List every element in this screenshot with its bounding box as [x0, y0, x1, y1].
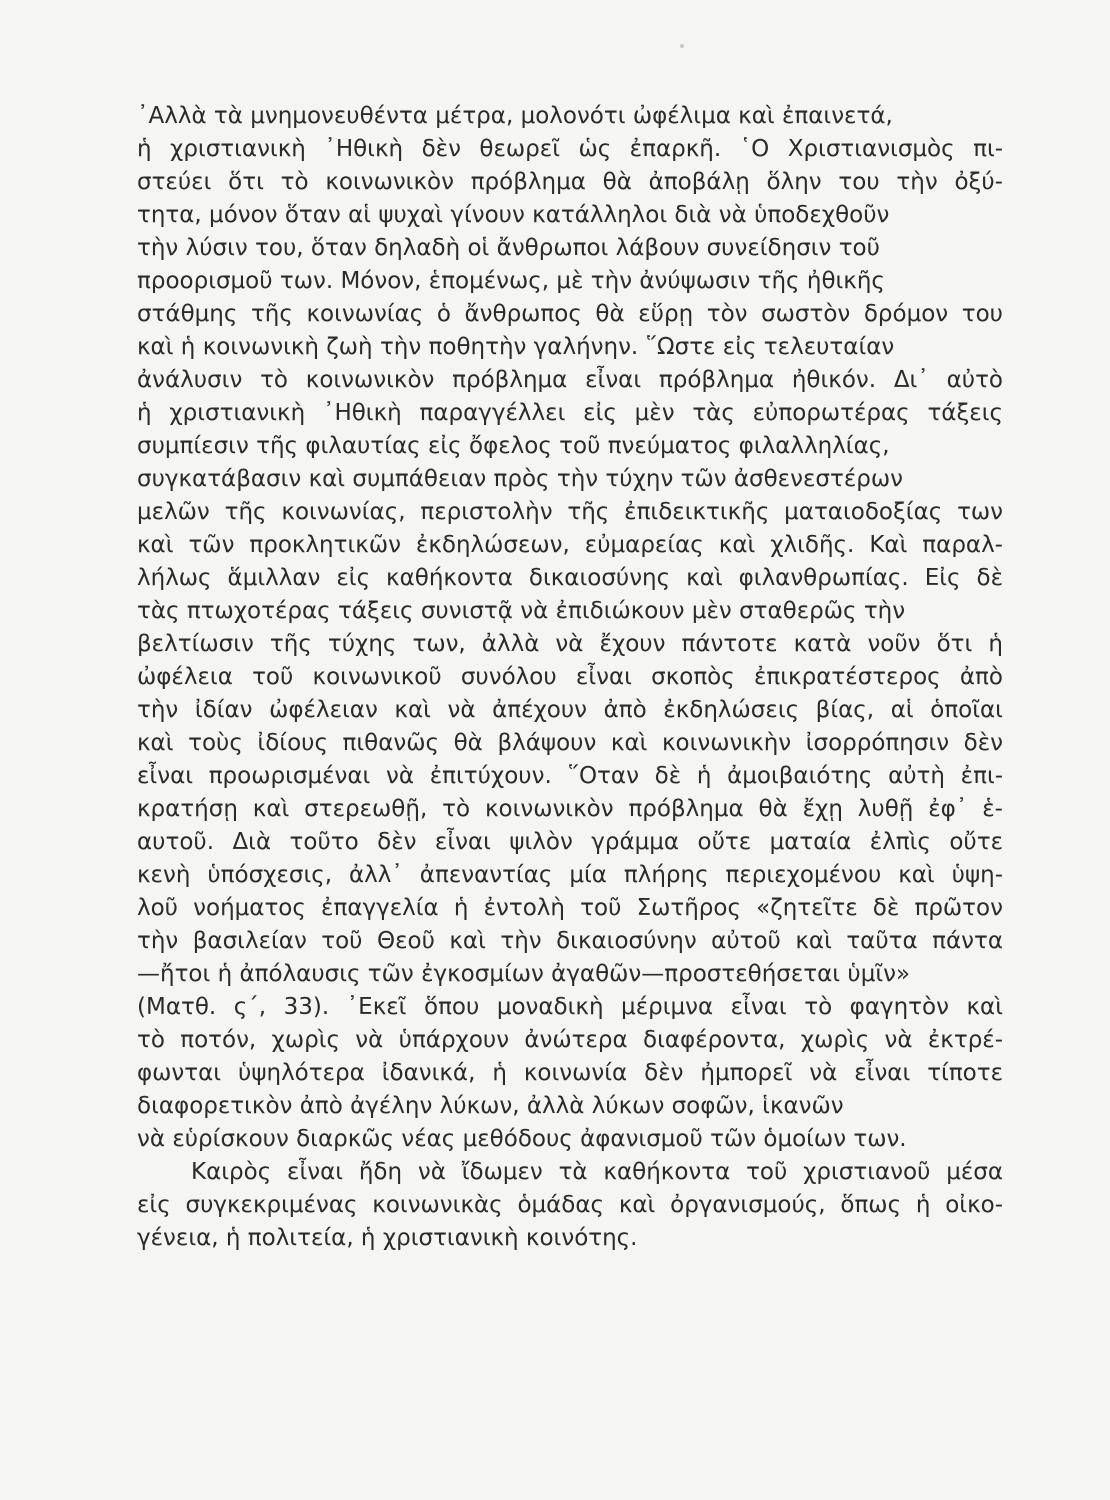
text-line: ἀνάλυσιν τὸ κοινωνικὸν πρόβλημα εἶναι πρόβλημα ἠθικόν. Δι᾿ αὐτὸ	[137, 367, 1003, 393]
text-line: κρατήσῃ καὶ στερεωθῇ, τὸ κοινωνικὸν πρόβλημα θὰ ἔχῃ λυθῇ ἐφ᾿ ἑ-	[137, 796, 1003, 822]
body-text	[137, 100, 1003, 1255]
text-line: τητα, μόνον ὅταν αἱ ψυχαὶ γίνουν κατάλληλοι διὰ νὰ ὑποδεχθοῦν	[137, 202, 890, 228]
text-line: Καιρὸς εἶναι ἤδη νὰ ἴδωμεν τὰ καθήκοντα τοῦ χριστιανοῦ μέσα	[191, 1159, 1004, 1185]
text-line: ᾿Αλλὰ τὰ μνημονευθέντα μέτρα, μολονότι ὠφέλιμα καὶ ἐπαινετά,	[137, 103, 893, 129]
text-line: τὸ ποτόν, χωρὶς νὰ ὑπάρχουν ἀνώτερα διαφέροντα, χωρὶς νὰ ἐκτρέ-	[137, 1027, 1004, 1053]
text-line: νὰ εὑρίσκουν διαρκῶς νέας μεθόδους ἀφανισμοῦ τῶν ὁμοίων των.	[137, 1126, 907, 1152]
text-line: ἡ χριστιανικὴ ᾿Ηθικὴ παραγγέλλει εἰς μὲν τὰς εὐπορωτέρας τάξεις	[137, 400, 1004, 426]
text-line: λοῦ νοήματος ἐπαγγελία ἡ ἐντολὴ τοῦ Σωτῆρος «ζητεῖτε δὲ πρῶτον	[137, 895, 1003, 921]
text-line: στεύει ὅτι τὸ κοινωνικὸν πρόβλημα θὰ ἀποβάλῃ ὅλην του τὴν ὀξύ-	[137, 169, 1003, 195]
text-line: —ἤτοι ἡ ἀπόλαυσις τῶν ἐγκοσμίων ἀγαθῶν—προστεθήσεται ὑμῖν»	[137, 961, 911, 987]
text-line: καὶ ἡ κοινωνικὴ ζωὴ τὴν ποθητὴν γαλήνην. ῞Ωστε εἰς τελευταίαν	[137, 334, 895, 360]
text-line: γένεια, ἡ πολιτεία, ἡ χριστιανικὴ κοινότης.	[137, 1225, 638, 1251]
text-line: συγκατάβασιν καὶ συμπάθειαν πρὸς τὴν τύχην τῶν ἀσθενεστέρων	[137, 466, 903, 492]
text-line: βελτίωσιν τῆς τύχης των, ἀλλὰ νὰ ἔχουν πάντοτε κατὰ νοῦν ὅτι ἡ	[137, 631, 1003, 657]
text-line: στάθμης τῆς κοινωνίας ὁ ἄνθρωπος θὰ εὕρῃ τὸν σωστὸν δρόμον του	[137, 301, 1003, 327]
page-speck	[680, 44, 684, 48]
text-line: διαφορετικὸν ἀπὸ ἀγέλην λύκων, ἀλλὰ λύκων σοφῶν, ἱκανῶν	[137, 1093, 844, 1119]
text-line: τὴν ἰδίαν ὠφέλειαν καὶ νὰ ἀπέχουν ἀπὸ ἐκδηλώσεις βίας, αἱ ὁποῖαι	[137, 697, 1003, 723]
text-line: τὴν βασιλείαν τοῦ Θεοῦ καὶ τὴν δικαιοσύνην αὐτοῦ καὶ ταῦτα πάντα	[137, 928, 1003, 954]
text-line: τὰς πτωχοτέρας τάξεις συνιστᾷ νὰ ἐπιδιώκουν μὲν σταθερῶς τὴν	[137, 598, 906, 624]
text-line: λήλως ἅμιλλαν εἰς καθήκοντα δικαιοσύνης καὶ φιλανθρωπίας. Εἰς δὲ	[137, 565, 1004, 591]
text-line: ὠφέλεια τοῦ κοινωνικοῦ συνόλου εἶναι σκοπὸς ἐπικρατέστερος ἀπὸ	[137, 664, 1003, 690]
text-line: ἡ χριστιανικὴ ᾿Ηθικὴ δὲν θεωρεῖ ὡς ἐπαρκῆ. ῾Ο Χριστιανισμὸς πι-	[137, 136, 1004, 162]
text-line: προορισμοῦ των. Μόνον, ἑπομένως, μὲ τὴν ἀνύψωσιν τῆς ἠθικῆς	[137, 268, 885, 294]
text-line: κενὴ ὑπόσχεσις, ἀλλ᾿ ἀπεναντίας μία πλήρης περιεχομένου καὶ ὑψη-	[137, 862, 1003, 888]
text-line: καὶ τοὺς ἰδίους πιθανῶς θὰ βλάψουν καὶ κοινωνικὴν ἰσορρόπησιν δὲν	[137, 730, 1004, 756]
text-line: εἶναι προωρισμέναι νὰ ἐπιτύχουν. ῞Οταν δὲ ἡ ἀμοιβαιότης αὐτὴ ἐπι-	[137, 763, 1004, 789]
text-line: τὴν λύσιν του, ὅταν δηλαδὴ οἱ ἄνθρωποι λάβουν συνείδησιν τοῦ	[137, 235, 880, 261]
text-line: (Ματθ. ς΄, 33). ᾿Εκεῖ ὅπου μοναδικὴ μέριμνα εἶναι τὸ φαγητὸν καὶ	[137, 994, 1003, 1020]
text-line: αυτοῦ. Διὰ τοῦτο δὲν εἶναι ψιλὸν γράμμα οὔτε ματαία ἐλπὶς οὔτε	[137, 829, 1004, 855]
text-line: εἰς συγκεκριμένας κοινωνικὰς ὁμάδας καὶ ὀργανισμούς, ὅπως ἡ οἰκο-	[137, 1192, 1004, 1218]
text-line: συμπίεσιν τῆς φιλαυτίας εἰς ὄφελος τοῦ πνεύματος φιλαλληλίας,	[137, 433, 890, 459]
text-line: μελῶν τῆς κοινωνίας, περιστολὴν τῆς ἐπιδεικτικῆς ματαιοδοξίας των	[137, 499, 1004, 525]
text-line: καὶ τῶν προκλητικῶν ἐκδηλώσεων, εὐμαρείας καὶ χλιδῆς. Καὶ παραλ-	[137, 532, 1003, 558]
text-line: φωνται ὑψηλότερα ἰδανικά, ἡ κοινωνία δὲν ἠμπορεῖ νὰ εἶναι τίποτε	[137, 1060, 1004, 1086]
